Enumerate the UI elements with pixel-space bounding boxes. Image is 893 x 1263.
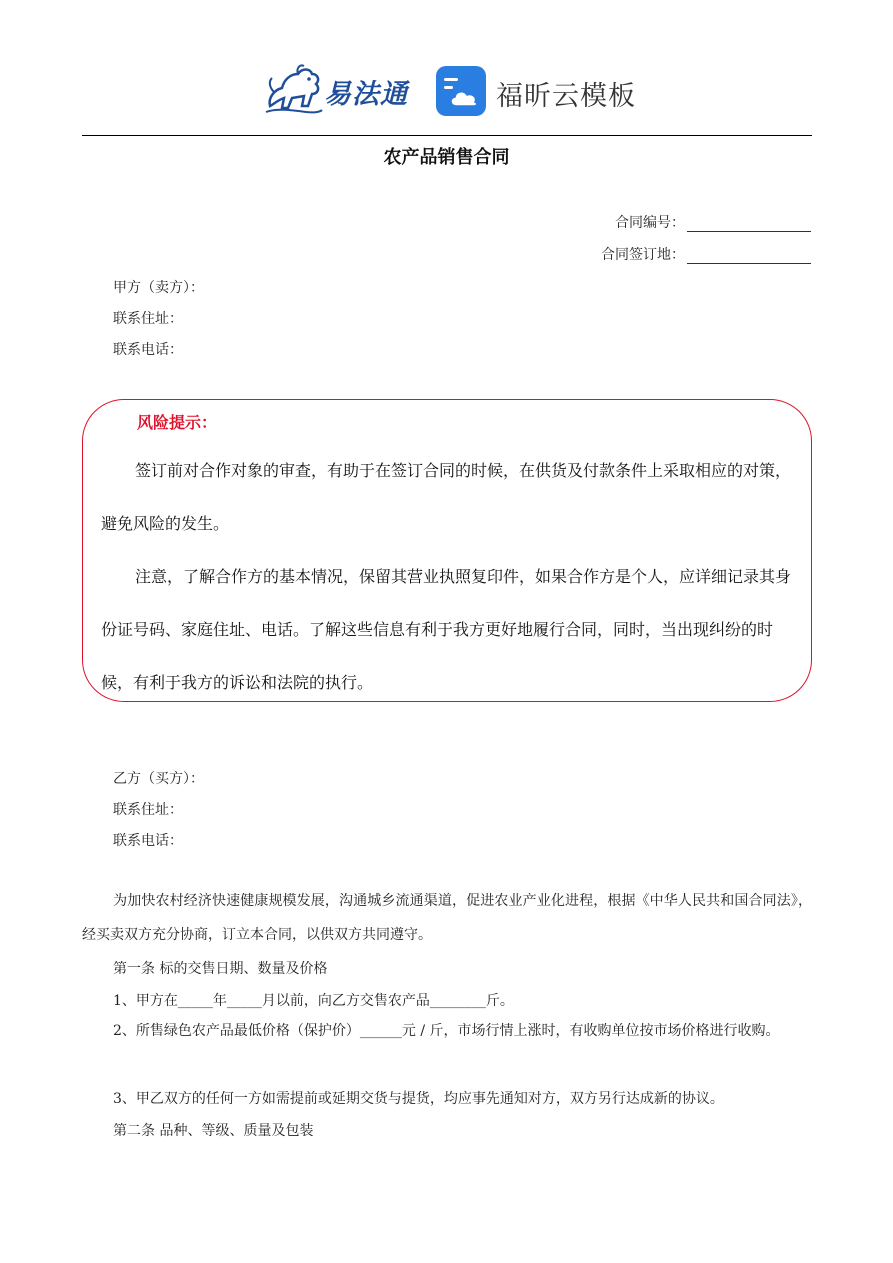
party-a-label: 甲方（卖方）： [113, 280, 204, 296]
clause-1: 1、甲方在_____年_____月以前，向乙方交售农产品________斤。 [113, 993, 514, 1009]
yifatong-brand-text: 易法通 [324, 79, 408, 110]
party-b-address-label: 联系住址： [113, 802, 183, 818]
preamble-paragraph: 为加快农村经济快速健康规模发展，沟通城乡流通渠道，促进农业产业化进程，根据《中华人民共和国合同法》，经买卖双方充分协商，订立本合同，以供双方共同遵守。 [82, 893, 812, 943]
yifatong-logo [262, 62, 422, 118]
party-b-phone-label: 联系电话： [113, 833, 183, 849]
party-b-label: 乙方（买方）： [113, 771, 204, 787]
contract-number-blank[interactable] [687, 217, 811, 232]
party-a-phone-label: 联系电话： [113, 342, 183, 358]
clause-3: 3、甲乙双方的任何一方如需提前或延期交货与提货，均应事先通知对方，双方另行达成新的协议。 [113, 1091, 724, 1107]
article-2-title: 第二条 品种、等级、质量及包装 [113, 1123, 314, 1139]
header-logos [0, 58, 893, 124]
contract-place-blank[interactable] [687, 249, 811, 264]
fuxin-logo [436, 64, 676, 120]
contract-place-line [601, 244, 811, 264]
risk-notice-paragraph-2: 注意，了解合作方的基本情况，保留其营业执照复印件，如果合作方是个人，应详细记录其身份证号码、家庭住址、电话。了解这些信息有利于我方更好地履行合同，同时，当出现纠纷的时候，有利于我方的诉讼和法院的执行。 [101, 567, 792, 692]
document-title: 农产品销售合同 [383, 147, 510, 168]
contract-number-line [615, 212, 811, 232]
contract-place-label: 合同签订地： [601, 247, 685, 263]
party-a-address-label: 联系住址： [113, 311, 183, 327]
cloud-template-app-icon [436, 66, 486, 116]
qilin-mascot-icon [262, 62, 324, 118]
fuxin-brand-text: 福昕云模板 [496, 81, 636, 112]
contract-number-label: 合同编号： [615, 215, 685, 231]
risk-notice-paragraph-1: 签订前对合作对象的审查，有助于在签订合同的时候，在供货及付款条件上采取相应的对策，避免风险的发生。 [101, 461, 792, 533]
risk-notice-box [82, 399, 812, 702]
clause-2: 2、所售绿色农产品最低价格（保护价）______元 / 斤，市场行情上涨时，有收购单位按市场价格进行收购。 [113, 1023, 780, 1039]
header-divider [82, 135, 812, 136]
risk-notice-title: 风险提示： [137, 413, 218, 432]
article-1-title: 第一条 标的交售日期、数量及价格 [113, 961, 328, 977]
